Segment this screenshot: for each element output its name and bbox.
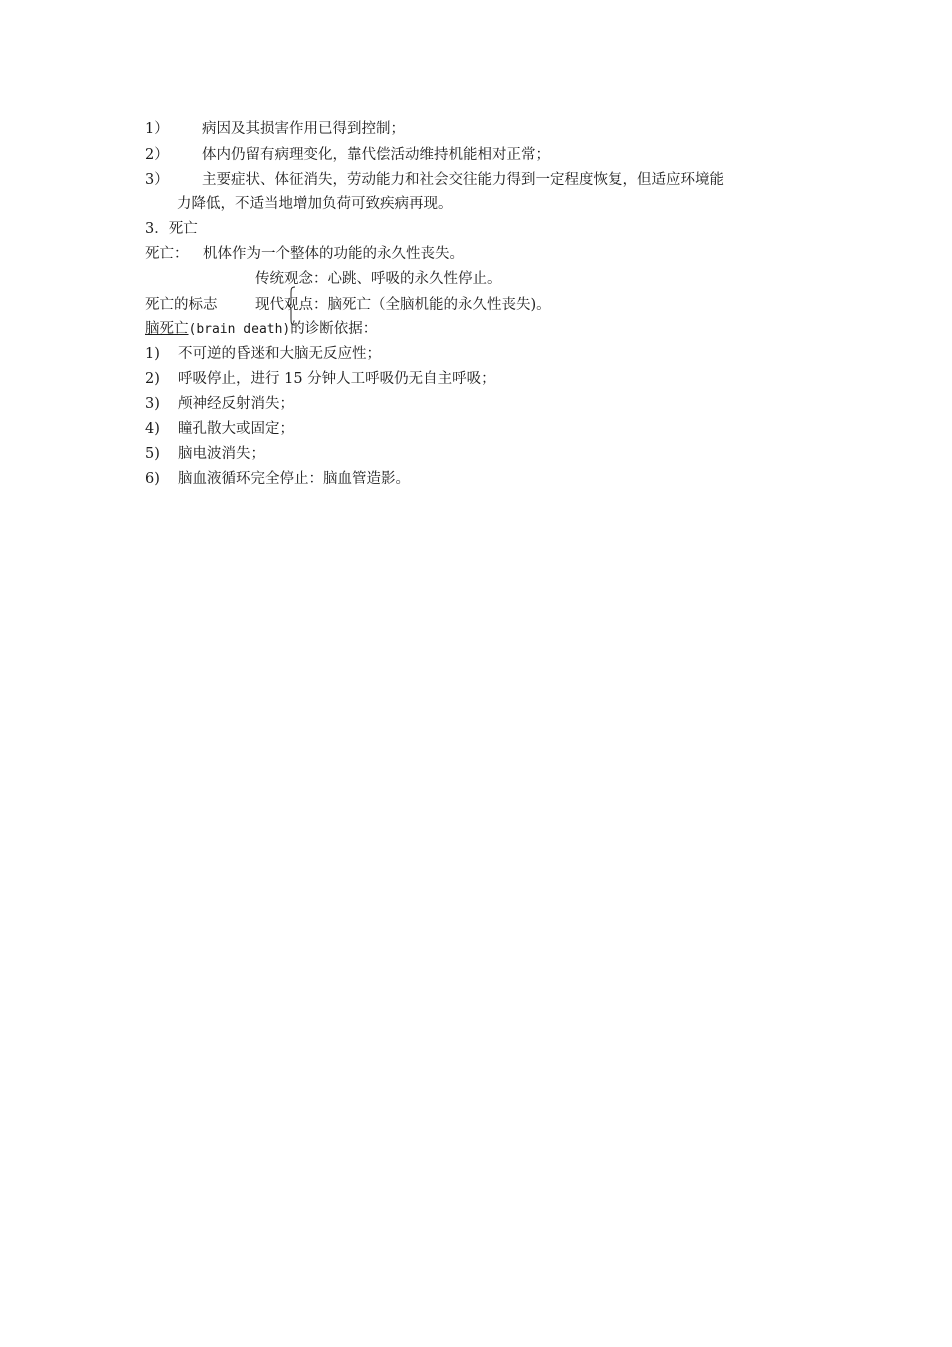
list-number: 5) [145,446,160,462]
recovery-item-3 [145,170,724,190]
traditional-view: 传统观念：心跳、呼吸的永久性停止。 [255,271,502,287]
list-number: 3） [145,172,169,188]
death-definition [145,244,464,264]
modern-view: 现代观点：脑死亡（全脑机能的永久性丧失)。 [255,297,551,313]
list-number: 4) [145,421,160,437]
list-text: 体内仍留有病理变化，靠代偿活动维持机能相对正常； [202,147,550,163]
list-number: 3) [145,396,160,412]
list-text: 脑血液循环完全停止：脑血管造影。 [178,471,410,487]
definition-text: 机体作为一个整体的功能的永久性丧失。 [203,246,464,262]
recovery-item-3-continuation: 力降低，不适当地增加负荷可致疾病再现。 [177,196,453,212]
list-number: 2) [145,371,160,387]
criteria-item-6 [145,469,410,489]
criteria-item-2 [145,369,496,389]
brain-death-english: (brain death) [188,322,291,337]
criteria-item-5 [145,444,265,464]
brain-death-term: 脑死亡 [145,321,189,337]
criteria-item-3 [145,394,294,414]
recovery-item-1 [145,119,405,139]
list-text: 脑电波消失； [178,446,265,462]
criteria-item-4 [145,419,294,439]
criteria-item-1 [145,344,381,364]
list-number: 6) [145,471,160,487]
list-number: 2） [145,147,169,163]
recovery-item-2 [145,145,550,165]
signs-label: 死亡的标志 [145,297,218,313]
list-text: 瞳孔散大或固定； [178,421,294,437]
list-text: 呼吸停止，进行 15 分钟人工呼吸仍无自主呼吸； [178,371,496,387]
list-text: 主要症状、体征消失，劳动能力和社会交往能力得到一定程度恢复，但适应环境能 [202,172,724,188]
section-heading-death: 3．死亡 [145,221,198,237]
list-number: 1) [145,346,160,362]
list-text: 不可逆的昏迷和大脑无反应性； [178,346,381,362]
brain-death-heading [145,319,377,340]
list-text: 颅神经反射消失； [178,396,294,412]
definition-label: 死亡： [145,246,189,262]
brain-death-suffix: 的诊断依据： [290,321,378,337]
list-number: 1） [145,121,169,137]
list-text: 病因及其损害作用已得到控制； [202,121,405,137]
